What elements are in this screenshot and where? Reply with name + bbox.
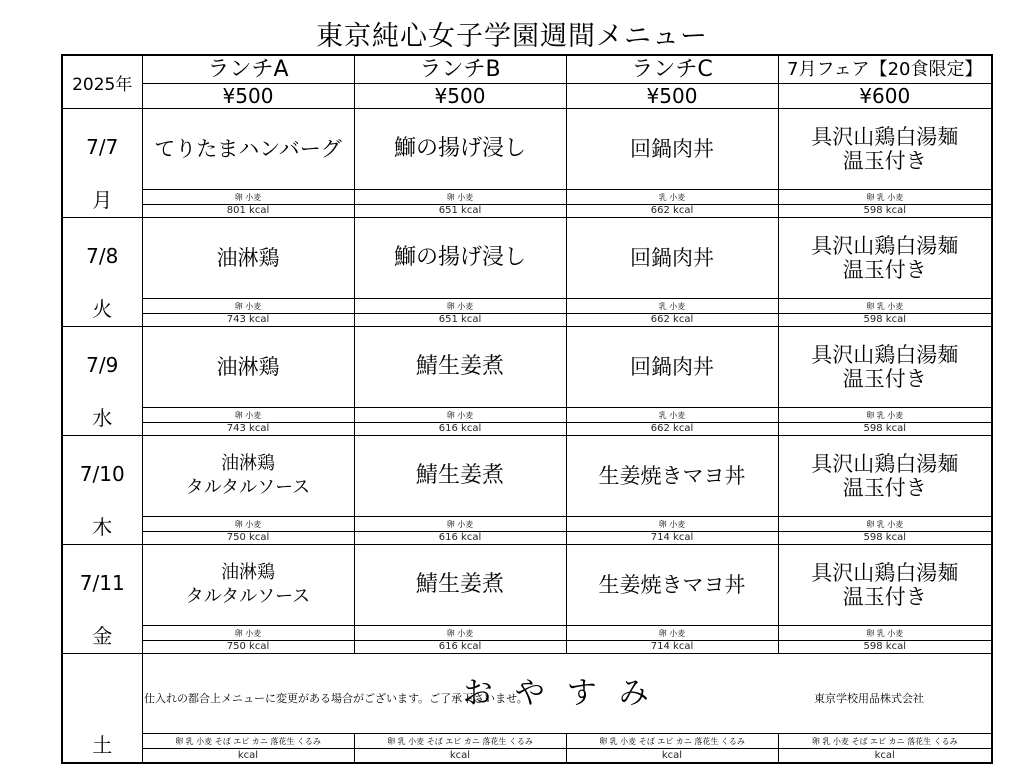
lunch-c-allergen: 乳 小麦 [566,408,778,422]
dish-line: 具沢山鶏白湯麺 [811,234,959,259]
lunch-a-name: ランチA [142,55,354,84]
lunch-b-kcal: 616 kcal [354,640,566,653]
allergen-row [62,517,992,531]
lunch-c-allergen: 卵 乳 小麦 そば エビ カニ 落花生 くるみ [566,734,778,749]
dish-line: 油淋鶏 [221,453,275,475]
dish-line: 回鍋肉丼 [630,355,714,380]
lunch-b-allergen: 卵 小麦 [354,299,566,313]
lunch-a-allergen: 卵 小麦 [142,626,354,640]
footer-company: 東京学校用品株式会社 [814,692,924,705]
dish-line: てりたまハンバーグ [154,137,342,162]
fair-lunch-kcal: 598 kcal [778,204,992,217]
lunch-a-kcal: kcal [142,749,354,763]
kcal-row [62,313,992,326]
dish-line: 油淋鶏 [216,246,280,271]
dish-line: 温玉付き [842,585,927,610]
fair-lunch-dish [778,218,992,299]
lunch-a-kcal: 743 kcal [142,313,354,326]
day-date [62,109,142,218]
dish-line: 生姜焼きマヨ丼 [598,573,746,598]
kcal-row [62,749,992,763]
dish-line: タルタルソース [185,586,311,608]
lunch-b-dish [354,545,566,626]
fair-lunch-kcal: 598 kcal [778,640,992,653]
day-date [62,327,142,436]
dish-line: 温玉付き [842,367,927,392]
fair-lunch-allergen: 卵 乳 小麦 [778,517,992,531]
lunch-b-kcal: 616 kcal [354,422,566,435]
header-price-row [62,84,992,109]
weekday-label: 金 [92,624,113,648]
weekday-label: 火 [92,297,113,321]
lunch-c-kcal: 662 kcal [566,204,778,217]
lunch-a-kcal: 750 kcal [142,531,354,544]
fair-lunch-kcal: 598 kcal [778,422,992,435]
dish-line: 回鍋肉丼 [630,246,714,271]
lunch-c-kcal: 714 kcal [566,531,778,544]
lunch-c-allergen: 乳 小麦 [566,190,778,204]
day-row [62,327,992,408]
fair-lunch-dish [778,545,992,626]
date-label: 7/9 [86,353,119,377]
kcal-row [62,422,992,435]
dish-line: 鯖生姜煮 [415,354,504,380]
lunch-b-dish [354,218,566,299]
dish-line: 温玉付き [842,149,927,174]
header-name-row [62,55,992,84]
dish-line: 生姜焼きマヨ丼 [598,464,746,489]
fair-lunch-dish [778,109,992,190]
lunch-c-dish [566,436,778,517]
lunch-b-name: ランチB [354,55,566,84]
lunch-b-allergen: 卵 小麦 [354,408,566,422]
lunch-c-kcal: kcal [566,749,778,763]
lunch-a-dish [142,436,354,517]
lunch-c-kcal: 662 kcal [566,313,778,326]
dish-line: 具沢山鶏白湯麺 [811,561,959,586]
allergen-row [62,408,992,422]
lunch-b-kcal: kcal [354,749,566,763]
lunch-b-price: ¥500 [354,84,566,109]
day-row [62,109,992,190]
day-date [62,654,142,764]
lunch-c-allergen: 卵 小麦 [566,626,778,640]
dish-line: 温玉付き [842,476,927,501]
day-row [62,436,992,517]
lunch-c-dish [566,327,778,408]
lunch-a-dish [142,218,354,299]
weekday-label: 月 [92,188,113,212]
fair-lunch-allergen: 卵 乳 小麦 [778,626,992,640]
lunch-b-dish [354,436,566,517]
lunch-b-kcal: 616 kcal [354,531,566,544]
dish-line: 鯖生姜煮 [415,463,504,489]
day-date [62,218,142,327]
dish-line: 具沢山鶏白湯麺 [811,452,959,477]
lunch-c-dish [566,545,778,626]
lunch-c-dish [566,218,778,299]
fair-lunch-price: ¥600 [778,84,992,109]
date-label: 7/11 [79,571,125,595]
date-label: 7/8 [86,244,119,268]
fair-lunch-allergen: 卵 乳 小麦 [778,408,992,422]
dish-line: 回鍋肉丼 [630,137,714,162]
page-title: 東京純心女子学園週間メニュー [316,21,708,52]
lunch-b-allergen: 卵 小麦 [354,190,566,204]
lunch-b-kcal: 651 kcal [354,313,566,326]
allergen-row [62,734,992,749]
fair-lunch-kcal: kcal [778,749,992,763]
lunch-b-kcal: 651 kcal [354,204,566,217]
dish-line: 鰤の揚げ浸し [393,136,526,162]
dish-line: 具沢山鶏白湯麺 [811,125,959,150]
fair-lunch-allergen: 卵 乳 小麦 [778,299,992,313]
fair-lunch-name: 7月フェア【20食限定】 [778,55,992,84]
date-label: 7/10 [79,462,125,486]
lunch-c-name: ランチC [566,55,778,84]
holiday-cell: おやすみ [142,654,992,734]
lunch-a-kcal: 743 kcal [142,422,354,435]
weekly-menu-table [61,54,993,764]
fair-lunch-allergen: 卵 乳 小麦 [778,190,992,204]
lunch-a-allergen: 卵 小麦 [142,190,354,204]
allergen-row [62,190,992,204]
lunch-c-dish [566,109,778,190]
day-row [62,218,992,299]
weekday-label: 木 [92,515,113,539]
footer-note: 仕入れの都合上メニューに変更がある場合がございます。ご了承下さいませ。 [144,692,528,705]
dish-line: 具沢山鶏白湯麺 [811,343,959,368]
date-label: 7/7 [86,135,119,159]
day-date [62,545,142,654]
dish-line: 温玉付き [842,258,927,283]
lunch-c-allergen: 乳 小麦 [566,299,778,313]
day-row [62,545,992,626]
lunch-b-dish [354,109,566,190]
lunch-c-kcal: 662 kcal [566,422,778,435]
dish-line: 油淋鶏 [216,355,280,380]
fair-lunch-dish [778,327,992,408]
lunch-c-price: ¥500 [566,84,778,109]
lunch-c-allergen: 卵 小麦 [566,517,778,531]
lunch-a-dish [142,109,354,190]
year-cell: 2025年 [62,55,142,109]
weekday-label: 水 [92,406,113,430]
lunch-a-dish [142,327,354,408]
allergen-row [62,299,992,313]
lunch-b-allergen: 卵 小麦 [354,626,566,640]
kcal-row [62,531,992,544]
fair-lunch-allergen: 卵 乳 小麦 そば エビ カニ 落花生 くるみ [778,734,992,749]
allergen-row [62,626,992,640]
kcal-row [62,640,992,653]
lunch-b-allergen: 卵 乳 小麦 そば エビ カニ 落花生 くるみ [354,734,566,749]
lunch-a-allergen: 卵 小麦 [142,299,354,313]
fair-lunch-kcal: 598 kcal [778,313,992,326]
lunch-a-kcal: 801 kcal [142,204,354,217]
dish-line: 鰤の揚げ浸し [393,245,526,271]
kcal-row [62,204,992,217]
lunch-a-price: ¥500 [142,84,354,109]
lunch-a-allergen: 卵 小麦 [142,517,354,531]
lunch-c-kcal: 714 kcal [566,640,778,653]
lunch-a-allergen: 卵 小麦 [142,408,354,422]
lunch-b-allergen: 卵 小麦 [354,517,566,531]
weekday-label: 土 [92,733,113,757]
lunch-a-allergen: 卵 乳 小麦 そば エビ カニ 落花生 くるみ [142,734,354,749]
dish-line: 鯖生姜煮 [415,572,504,598]
day-date [62,436,142,545]
fair-lunch-kcal: 598 kcal [778,531,992,544]
lunch-a-dish [142,545,354,626]
dish-line: 油淋鶏 [221,562,275,584]
fair-lunch-dish [778,436,992,517]
dish-line: タルタルソース [185,477,311,499]
lunch-b-dish [354,327,566,408]
lunch-a-kcal: 750 kcal [142,640,354,653]
